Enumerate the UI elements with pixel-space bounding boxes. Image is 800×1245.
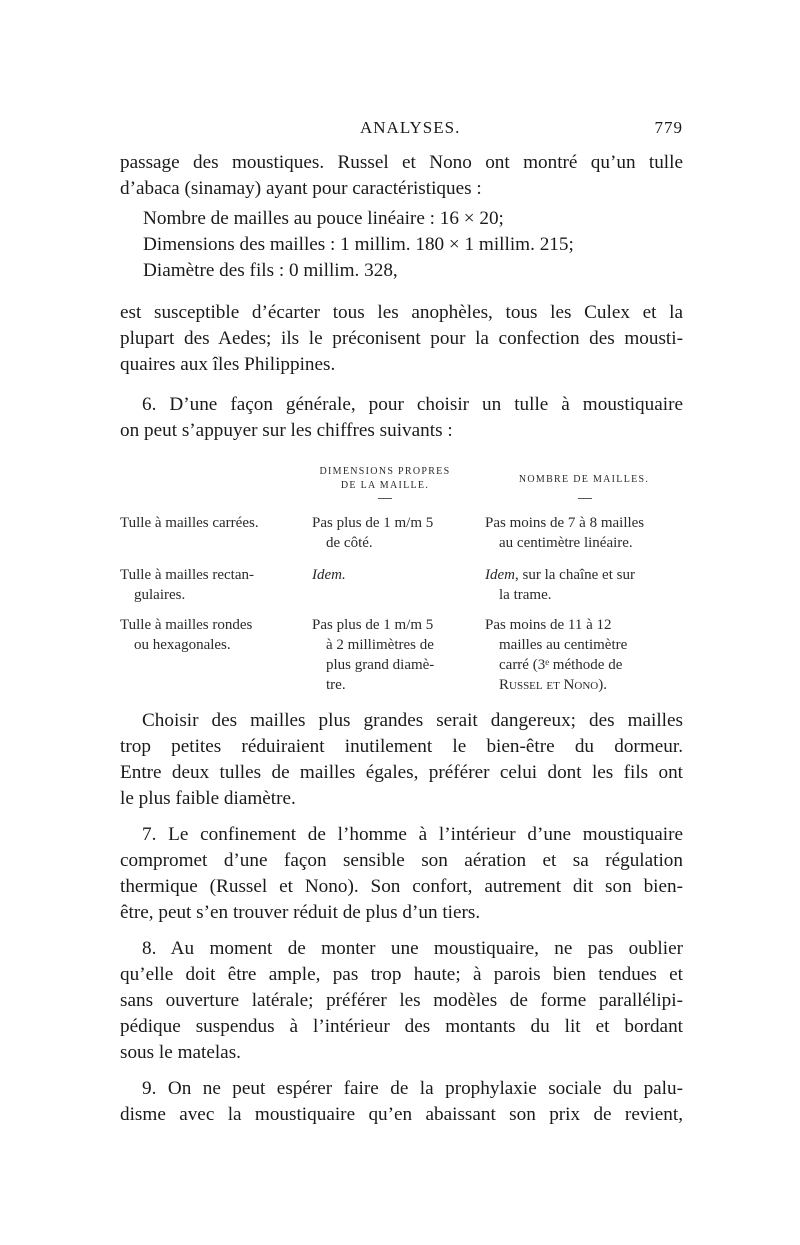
text-line: pédique suspendus à l’intérieur des montants du lit et bordant xyxy=(120,1016,683,1037)
text-line: 8. Au moment de monter une moustiquaire, ne pas oublier xyxy=(142,938,683,959)
cell-line: tre. xyxy=(326,677,346,693)
text-line: passage des moustiques. Russel et Nono ont montré qu’un tulle xyxy=(120,152,683,173)
cell-text: , sur la chaîne et sur xyxy=(515,567,635,583)
row-3-dimension xyxy=(312,615,434,695)
header-line: DE LA MAILLE. xyxy=(340,480,430,491)
text-line: être, peut s’en trouver réduit de plus d’un tiers. xyxy=(120,902,481,923)
text-line: le plus faible diamètre. xyxy=(120,788,296,809)
text-line: quaires aux îles Philippines. xyxy=(120,354,336,375)
cell-line: Pas plus de 1 m/m 5 xyxy=(312,515,434,531)
paragraph-mesh-advice xyxy=(120,708,683,812)
cell-line: mailles au centimètre xyxy=(499,637,628,653)
paragraph-6 xyxy=(120,392,683,444)
cell-line: plus grand diamè- xyxy=(326,657,435,673)
specification-list xyxy=(143,206,574,284)
row-1-dimension xyxy=(312,513,433,553)
running-header xyxy=(120,118,683,144)
text-line: on peut s’appuyer sur les chiffres suivants : xyxy=(120,420,453,441)
table-header-dimensions xyxy=(285,465,485,493)
text-line: 9. On ne peut espérer faire de la prophylaxie sociale du palu- xyxy=(142,1078,683,1099)
idem-text: Idem xyxy=(485,567,515,583)
row-2-count xyxy=(485,565,635,605)
text-line: Choisir des mailles plus grandes serait dangereux; des mailles xyxy=(142,710,683,731)
header-title: ANALYSES. xyxy=(360,118,461,137)
cell-line: Tulle à mailles rectan- xyxy=(120,567,254,583)
cell-line: Pas plus de 1 m/m 5 xyxy=(312,617,434,633)
cell-line: Russel et Nono). xyxy=(499,677,607,693)
header-dash xyxy=(378,498,392,499)
spec-mesh-dimensions: Dimensions des mailles : 1 millim. 180 × 1 millim. 215; xyxy=(143,234,574,255)
cell-line: Pas moins de 11 à 12 xyxy=(485,617,612,633)
text-line: plupart des Aedes; ils le préconisent pour la confection des mousti- xyxy=(120,328,683,349)
cell-line: ou hexagonales. xyxy=(134,637,231,653)
text-line: Entre deux tulles de mailles égales, préférer celui dont les fils ont xyxy=(120,762,683,783)
row-1-count xyxy=(485,513,644,553)
idem-text: Idem. xyxy=(312,567,346,583)
cell-line: Pas moins de 7 à 8 mailles xyxy=(485,515,645,531)
cell-line: de côté. xyxy=(326,535,373,551)
row-1-type xyxy=(120,513,259,533)
text-line: thermique (Russel et Nono). Son confort, autrement dit son bien- xyxy=(120,876,683,897)
spec-mesh-count: Nombre de mailles au pouce linéaire : 16 × 20; xyxy=(143,208,504,229)
paragraph-7 xyxy=(120,822,683,926)
row-2-type xyxy=(120,565,254,605)
cell-line: Tulle à mailles rondes xyxy=(120,617,253,633)
row-3-count xyxy=(485,615,627,695)
paragraph-8 xyxy=(120,936,683,1066)
text-line: trop petites réduiraient inutilement le bien-être du dormeur. xyxy=(120,736,683,757)
header-line: DIMENSIONS PROPRES xyxy=(319,466,451,477)
page-number: 779 xyxy=(654,118,683,137)
cell-line: au centimètre linéaire. xyxy=(499,535,633,551)
text-line: compromet d’une façon sensible son aération et sa régulation xyxy=(120,850,683,871)
table-header-count: NOMBRE DE MAILLES. xyxy=(518,474,650,485)
text-line: sous le matelas. xyxy=(120,1042,241,1063)
cell-line: la trame. xyxy=(499,587,552,603)
cell-line: à 2 millimètres de xyxy=(326,637,434,653)
paragraph-recommendation xyxy=(120,300,683,378)
row-2-dimension xyxy=(312,565,346,585)
header-dash xyxy=(578,498,592,499)
paragraph-continuation xyxy=(120,150,683,202)
text-line: sans ouverture latérale; préférer les modèles de forme parallélipi- xyxy=(120,990,683,1011)
text-line: 7. Le confinement de l’homme à l’intérieur d’une moustiquaire xyxy=(142,824,683,845)
text-line: disme avec la moustiquaire qu’en abaissant son prix de revient, xyxy=(120,1104,683,1125)
cell-line: carré (3ᵉ méthode de xyxy=(499,657,623,673)
row-3-type xyxy=(120,615,252,655)
text-line: est susceptible d’écarter tous les anophèles, tous les Culex et la xyxy=(120,302,683,323)
paragraph-9 xyxy=(120,1076,683,1128)
spec-thread-diameter: Diamètre des fils : 0 millim. 328, xyxy=(143,260,398,281)
cell-line: Tulle à mailles carrées. xyxy=(120,515,259,531)
cell-line: gulaires. xyxy=(134,587,186,603)
text-line: 6. D’une façon générale, pour choisir un tulle à moustiquaire xyxy=(142,394,683,415)
text-line: d’abaca (sinamay) ayant pour caractéristiques : xyxy=(120,178,482,199)
text-line: qu’elle doit être ample, pas trop haute; à parois bien tendues et xyxy=(120,964,683,985)
